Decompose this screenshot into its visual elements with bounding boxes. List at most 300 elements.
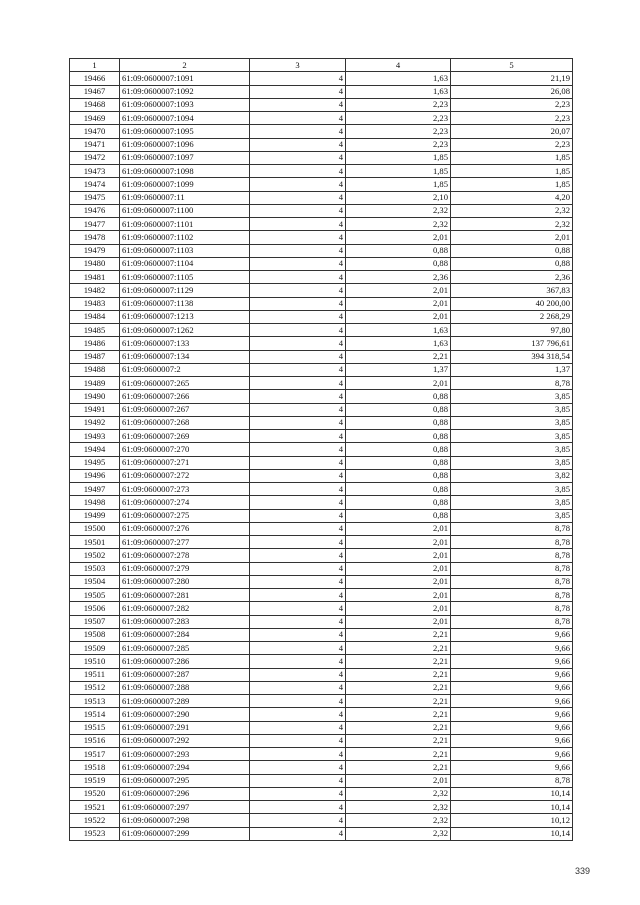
table-cell-col5: 9,66: [451, 761, 573, 774]
table-header: [70, 59, 573, 72]
table-cell-col2: 61:09:0600007:2: [120, 363, 250, 376]
table-cell-col3: 4: [250, 483, 346, 496]
table-cell-col3: 4: [250, 668, 346, 681]
table-cell-col2: 61:09:0600007:276: [120, 522, 250, 535]
table-cell-col4: 2,23: [346, 125, 451, 138]
table-cell-col4: 2,21: [346, 655, 451, 668]
table-cell-col4: 0,88: [346, 244, 451, 257]
table-cell-col2: 61:09:0600007:293: [120, 748, 250, 761]
table-cell-col3: 4: [250, 112, 346, 125]
table-cell-col5: 9,66: [451, 655, 573, 668]
table-cell-col4: 2,32: [346, 814, 451, 827]
table-cell-col4: 0,88: [346, 257, 451, 270]
table-cell-col1: 19509: [70, 642, 120, 655]
table-cell-col2: 61:09:0600007:1098: [120, 165, 250, 178]
page-number: 339: [574, 866, 590, 876]
table-cell-col3: 4: [250, 310, 346, 323]
column-header-2: 2: [120, 59, 250, 72]
table-cell-col4: 1,63: [346, 85, 451, 98]
table-cell-col2: 61:09:0600007:296: [120, 787, 250, 800]
table-cell-col4: 0,88: [346, 483, 451, 496]
table-cell-col1: 19475: [70, 191, 120, 204]
table-cell-col5: 2,23: [451, 138, 573, 151]
table-row: [70, 151, 573, 164]
table-cell-col1: 19513: [70, 695, 120, 708]
table-row: [70, 456, 573, 469]
table-cell-col3: 4: [250, 615, 346, 628]
table-cell-col3: 4: [250, 827, 346, 840]
table-cell-col5: 3,85: [451, 456, 573, 469]
table-row: [70, 602, 573, 615]
table-row: [70, 337, 573, 350]
data-table: [69, 58, 573, 841]
table-cell-col1: 19522: [70, 814, 120, 827]
table-cell-col4: 0,88: [346, 509, 451, 522]
table-cell-col2: 61:09:0600007:278: [120, 549, 250, 562]
table-cell-col1: 19492: [70, 416, 120, 429]
column-header-3: 3: [250, 59, 346, 72]
table-row: [70, 695, 573, 708]
table-row: [70, 509, 573, 522]
table-row: [70, 748, 573, 761]
table-row: [70, 165, 573, 178]
table-cell-col4: 2,01: [346, 231, 451, 244]
table-cell-col1: 19500: [70, 522, 120, 535]
table-cell-col4: 2,32: [346, 827, 451, 840]
table-cell-col3: 4: [250, 165, 346, 178]
table-cell-col1: 19469: [70, 112, 120, 125]
table-cell-col1: 19490: [70, 390, 120, 403]
table-cell-col4: 1,63: [346, 337, 451, 350]
table-cell-col4: 2,21: [346, 734, 451, 747]
table-cell-col3: 4: [250, 218, 346, 231]
table-cell-col2: 61:09:0600007:274: [120, 496, 250, 509]
table-row: [70, 390, 573, 403]
table-cell-col1: 19494: [70, 443, 120, 456]
table-cell-col3: 4: [250, 628, 346, 641]
table-cell-col4: 2,23: [346, 112, 451, 125]
table-cell-col3: 4: [250, 443, 346, 456]
table-cell-col5: 8,78: [451, 602, 573, 615]
table-cell-col4: 0,88: [346, 496, 451, 509]
table-cell-col3: 4: [250, 496, 346, 509]
table-cell-col3: 4: [250, 377, 346, 390]
table-cell-col1: 19499: [70, 509, 120, 522]
table-cell-col3: 4: [250, 681, 346, 694]
table-cell-col3: 4: [250, 350, 346, 363]
table-row: [70, 191, 573, 204]
table-cell-col3: 4: [250, 549, 346, 562]
table-cell-col2: 61:09:0600007:1097: [120, 151, 250, 164]
table-cell-col2: 61:09:0600007:1262: [120, 324, 250, 337]
table-cell-col2: 61:09:0600007:298: [120, 814, 250, 827]
table-row: [70, 98, 573, 111]
table-row: [70, 681, 573, 694]
table-cell-col2: 61:09:0600007:280: [120, 575, 250, 588]
table-cell-col2: 61:09:0600007:1093: [120, 98, 250, 111]
table-cell-col2: 61:09:0600007:279: [120, 562, 250, 575]
table-cell-col3: 4: [250, 138, 346, 151]
table-row: [70, 231, 573, 244]
table-cell-col4: 0,88: [346, 456, 451, 469]
table-cell-col5: 8,78: [451, 575, 573, 588]
table-cell-col5: 10,14: [451, 827, 573, 840]
table-cell-col5: 3,85: [451, 509, 573, 522]
table-cell-col4: 2,23: [346, 138, 451, 151]
table-cell-col5: 21,19: [451, 72, 573, 85]
table-cell-col4: 2,01: [346, 774, 451, 787]
table-cell-col2: 61:09:0600007:292: [120, 734, 250, 747]
table-row: [70, 721, 573, 734]
table-row: [70, 708, 573, 721]
header-row: [70, 59, 573, 72]
table-row: [70, 350, 573, 363]
table-cell-col5: 394 318,54: [451, 350, 573, 363]
table-cell-col1: 19511: [70, 668, 120, 681]
table-cell-col5: 4,20: [451, 191, 573, 204]
table-cell-col2: 61:09:0600007:1129: [120, 284, 250, 297]
table-cell-col2: 61:09:0600007:1099: [120, 178, 250, 191]
table-cell-col3: 4: [250, 575, 346, 588]
table-cell-col5: 9,66: [451, 642, 573, 655]
table-row: [70, 787, 573, 800]
table-cell-col3: 4: [250, 403, 346, 416]
table-row: [70, 536, 573, 549]
table-cell-col1: 19477: [70, 218, 120, 231]
table-cell-col3: 4: [250, 721, 346, 734]
table-cell-col1: 19474: [70, 178, 120, 191]
table-cell-col4: 2,21: [346, 708, 451, 721]
table-cell-col2: 61:09:0600007:277: [120, 536, 250, 549]
table-cell-col4: 2,01: [346, 575, 451, 588]
table-cell-col3: 4: [250, 178, 346, 191]
table-cell-col2: 61:09:0600007:1092: [120, 85, 250, 98]
table-row: [70, 271, 573, 284]
table-cell-col5: 26,08: [451, 85, 573, 98]
table-cell-col3: 4: [250, 231, 346, 244]
table-cell-col3: 4: [250, 708, 346, 721]
table-cell-col1: 19489: [70, 377, 120, 390]
table-row: [70, 589, 573, 602]
table-cell-col2: 61:09:0600007:1213: [120, 310, 250, 323]
table-cell-col5: 3,85: [451, 390, 573, 403]
table-cell-col3: 4: [250, 337, 346, 350]
table-cell-col2: 61:09:0600007:275: [120, 509, 250, 522]
table-cell-col3: 4: [250, 271, 346, 284]
table-cell-col5: 9,66: [451, 695, 573, 708]
table-cell-col4: 2,01: [346, 297, 451, 310]
table-cell-col5: 367,83: [451, 284, 573, 297]
table-cell-col5: 9,66: [451, 708, 573, 721]
table-cell-col3: 4: [250, 562, 346, 575]
table-row: [70, 112, 573, 125]
table-cell-col1: 19518: [70, 761, 120, 774]
table-row: [70, 827, 573, 840]
table-row: [70, 483, 573, 496]
table-row: [70, 615, 573, 628]
table-cell-col5: 2,01: [451, 231, 573, 244]
table-cell-col4: 2,36: [346, 271, 451, 284]
table-cell-col5: 9,66: [451, 734, 573, 747]
column-header-4: 4: [346, 59, 451, 72]
table-cell-col2: 61:09:0600007:273: [120, 483, 250, 496]
table-cell-col4: 2,10: [346, 191, 451, 204]
table-cell-col3: 4: [250, 430, 346, 443]
table-cell-col3: 4: [250, 695, 346, 708]
table-cell-col3: 4: [250, 509, 346, 522]
table-cell-col3: 4: [250, 456, 346, 469]
table-cell-col3: 4: [250, 324, 346, 337]
table-cell-col4: 0,88: [346, 416, 451, 429]
table-cell-col3: 4: [250, 774, 346, 787]
table-row: [70, 774, 573, 787]
table-cell-col5: 1,85: [451, 178, 573, 191]
table-cell-col4: 2,01: [346, 377, 451, 390]
table-cell-col3: 4: [250, 734, 346, 747]
table-cell-col2: 61:09:0600007:133: [120, 337, 250, 350]
table-cell-col2: 61:09:0600007:282: [120, 602, 250, 615]
table-cell-col5: 9,66: [451, 748, 573, 761]
table-cell-col5: 40 200,00: [451, 297, 573, 310]
table-cell-col3: 4: [250, 98, 346, 111]
table-row: [70, 469, 573, 482]
table-cell-col4: 2,21: [346, 668, 451, 681]
table-cell-col1: 19507: [70, 615, 120, 628]
table-cell-col2: 61:09:0600007:1103: [120, 244, 250, 257]
table-cell-col1: 19473: [70, 165, 120, 178]
table-row: [70, 297, 573, 310]
table-row: [70, 85, 573, 98]
table-cell-col1: 19514: [70, 708, 120, 721]
table-row: [70, 138, 573, 151]
table-cell-col2: 61:09:0600007:289: [120, 695, 250, 708]
table-row: [70, 72, 573, 85]
table-cell-col5: 10,14: [451, 801, 573, 814]
table-cell-col3: 4: [250, 814, 346, 827]
table-row: [70, 363, 573, 376]
table-cell-col5: 10,14: [451, 787, 573, 800]
table-row: [70, 244, 573, 257]
table-cell-col4: 2,21: [346, 642, 451, 655]
table-cell-col2: 61:09:0600007:266: [120, 390, 250, 403]
table-cell-col1: 19485: [70, 324, 120, 337]
table-cell-col3: 4: [250, 151, 346, 164]
table-cell-col4: 1,85: [346, 178, 451, 191]
table-cell-col1: 19502: [70, 549, 120, 562]
table-cell-col1: 19480: [70, 257, 120, 270]
table-cell-col2: 61:09:0600007:295: [120, 774, 250, 787]
table-cell-col1: 19486: [70, 337, 120, 350]
table-cell-col2: 61:09:0600007:1096: [120, 138, 250, 151]
table-cell-col1: 19504: [70, 575, 120, 588]
table-row: [70, 655, 573, 668]
table-cell-col5: 9,66: [451, 628, 573, 641]
table-cell-col3: 4: [250, 589, 346, 602]
table-cell-col1: 19510: [70, 655, 120, 668]
table-cell-col1: 19495: [70, 456, 120, 469]
table-cell-col5: 3,85: [451, 443, 573, 456]
table-cell-col4: 2,01: [346, 522, 451, 535]
table-row: [70, 310, 573, 323]
table-cell-col3: 4: [250, 761, 346, 774]
table-cell-col2: 61:09:0600007:294: [120, 761, 250, 774]
table-cell-col5: 97,80: [451, 324, 573, 337]
table-cell-col4: 2,21: [346, 681, 451, 694]
table-cell-col5: 2,23: [451, 112, 573, 125]
table-cell-col1: 19470: [70, 125, 120, 138]
table-cell-col4: 2,01: [346, 549, 451, 562]
table-cell-col3: 4: [250, 85, 346, 98]
table-cell-col3: 4: [250, 72, 346, 85]
table-cell-col2: 61:09:0600007:1094: [120, 112, 250, 125]
table-cell-col4: 0,88: [346, 390, 451, 403]
table-row: [70, 443, 573, 456]
table-cell-col4: 1,63: [346, 72, 451, 85]
table-cell-col4: 0,88: [346, 430, 451, 443]
table-cell-col1: 19471: [70, 138, 120, 151]
table-cell-col5: 1,37: [451, 363, 573, 376]
table-cell-col2: 61:09:0600007:1105: [120, 271, 250, 284]
table-cell-col2: 61:09:0600007:297: [120, 801, 250, 814]
table-cell-col1: 19519: [70, 774, 120, 787]
table-cell-col3: 4: [250, 748, 346, 761]
table-row: [70, 814, 573, 827]
table-cell-col3: 4: [250, 416, 346, 429]
table-cell-col2: 61:09:0600007:265: [120, 377, 250, 390]
table-cell-col4: 2,01: [346, 615, 451, 628]
table-row: [70, 734, 573, 747]
table-cell-col4: 2,21: [346, 761, 451, 774]
table-cell-col4: 2,01: [346, 602, 451, 615]
table-cell-col1: 19468: [70, 98, 120, 111]
table-cell-col3: 4: [250, 297, 346, 310]
table-row: [70, 761, 573, 774]
table-cell-col4: 2,32: [346, 204, 451, 217]
table-cell-col5: 10,12: [451, 814, 573, 827]
table-cell-col5: 8,78: [451, 774, 573, 787]
table-cell-col2: 61:09:0600007:281: [120, 589, 250, 602]
table-cell-col1: 19483: [70, 297, 120, 310]
table-cell-col2: 61:09:0600007:1100: [120, 204, 250, 217]
table-cell-col2: 61:09:0600007:290: [120, 708, 250, 721]
table-body: [70, 72, 573, 841]
table-cell-col5: 8,78: [451, 589, 573, 602]
table-cell-col3: 4: [250, 801, 346, 814]
table-cell-col2: 61:09:0600007:11: [120, 191, 250, 204]
table-cell-col1: 19517: [70, 748, 120, 761]
table-cell-col1: 19488: [70, 363, 120, 376]
table-cell-col3: 4: [250, 536, 346, 549]
table-row: [70, 430, 573, 443]
table-cell-col2: 61:09:0600007:270: [120, 443, 250, 456]
table-cell-col2: 61:09:0600007:1138: [120, 297, 250, 310]
table-cell-col5: 2,32: [451, 204, 573, 217]
table-cell-col5: 2,36: [451, 271, 573, 284]
table-cell-col5: 8,78: [451, 562, 573, 575]
table-cell-col2: 61:09:0600007:1101: [120, 218, 250, 231]
table-cell-col5: 2,32: [451, 218, 573, 231]
table-cell-col5: 0,88: [451, 257, 573, 270]
table-cell-col2: 61:09:0600007:291: [120, 721, 250, 734]
table-cell-col5: 9,66: [451, 668, 573, 681]
table-cell-col1: 19523: [70, 827, 120, 840]
table-cell-col1: 19508: [70, 628, 120, 641]
table-row: [70, 496, 573, 509]
table-cell-col1: 19497: [70, 483, 120, 496]
table-row: [70, 218, 573, 231]
table-cell-col5: 2,23: [451, 98, 573, 111]
table-cell-col1: 19505: [70, 589, 120, 602]
table-cell-col3: 4: [250, 284, 346, 297]
table-cell-col2: 61:09:0600007:1091: [120, 72, 250, 85]
table-cell-col4: 2,01: [346, 310, 451, 323]
table-cell-col5: 20,07: [451, 125, 573, 138]
table-cell-col1: 19478: [70, 231, 120, 244]
table-cell-col1: 19481: [70, 271, 120, 284]
table-row: [70, 575, 573, 588]
table-cell-col2: 61:09:0600007:134: [120, 350, 250, 363]
table-cell-col4: 2,21: [346, 695, 451, 708]
table-row: [70, 403, 573, 416]
table-cell-col5: 3,85: [451, 403, 573, 416]
table-cell-col2: 61:09:0600007:286: [120, 655, 250, 668]
table-cell-col4: 0,88: [346, 469, 451, 482]
table-cell-col2: 61:09:0600007:272: [120, 469, 250, 482]
table-cell-col4: 1,85: [346, 165, 451, 178]
table-cell-col2: 61:09:0600007:1095: [120, 125, 250, 138]
table-cell-col2: 61:09:0600007:288: [120, 681, 250, 694]
table-cell-col1: 19484: [70, 310, 120, 323]
table-cell-col3: 4: [250, 244, 346, 257]
table-row: [70, 522, 573, 535]
table-cell-col4: 2,32: [346, 218, 451, 231]
table-cell-col4: 2,32: [346, 787, 451, 800]
table-cell-col3: 4: [250, 522, 346, 535]
table-cell-col4: 2,01: [346, 589, 451, 602]
table-cell-col1: 19479: [70, 244, 120, 257]
table-cell-col3: 4: [250, 642, 346, 655]
table-row: [70, 324, 573, 337]
table-row: [70, 284, 573, 297]
table-cell-col5: 8,78: [451, 615, 573, 628]
table-cell-col5: 3,85: [451, 416, 573, 429]
table-cell-col5: 137 796,61: [451, 337, 573, 350]
table-cell-col2: 61:09:0600007:283: [120, 615, 250, 628]
table-cell-col4: 0,88: [346, 443, 451, 456]
table-cell-col3: 4: [250, 363, 346, 376]
table-cell-col1: 19521: [70, 801, 120, 814]
table-cell-col5: 0,88: [451, 244, 573, 257]
table-cell-col4: 2,21: [346, 748, 451, 761]
table-cell-col1: 19512: [70, 681, 120, 694]
table-row: [70, 642, 573, 655]
table-cell-col4: 2,23: [346, 98, 451, 111]
table-row: [70, 125, 573, 138]
table-cell-col5: 1,85: [451, 165, 573, 178]
table-cell-col2: 61:09:0600007:1102: [120, 231, 250, 244]
table-cell-col1: 19476: [70, 204, 120, 217]
table-cell-col5: 3,82: [451, 469, 573, 482]
table-cell-col5: 8,78: [451, 377, 573, 390]
table-row: [70, 377, 573, 390]
table-cell-col1: 19503: [70, 562, 120, 575]
table-cell-col2: 61:09:0600007:268: [120, 416, 250, 429]
table-cell-col2: 61:09:0600007:1104: [120, 257, 250, 270]
table-cell-col5: 8,78: [451, 536, 573, 549]
table-cell-col1: 19487: [70, 350, 120, 363]
table-cell-col3: 4: [250, 469, 346, 482]
table-cell-col2: 61:09:0600007:284: [120, 628, 250, 641]
